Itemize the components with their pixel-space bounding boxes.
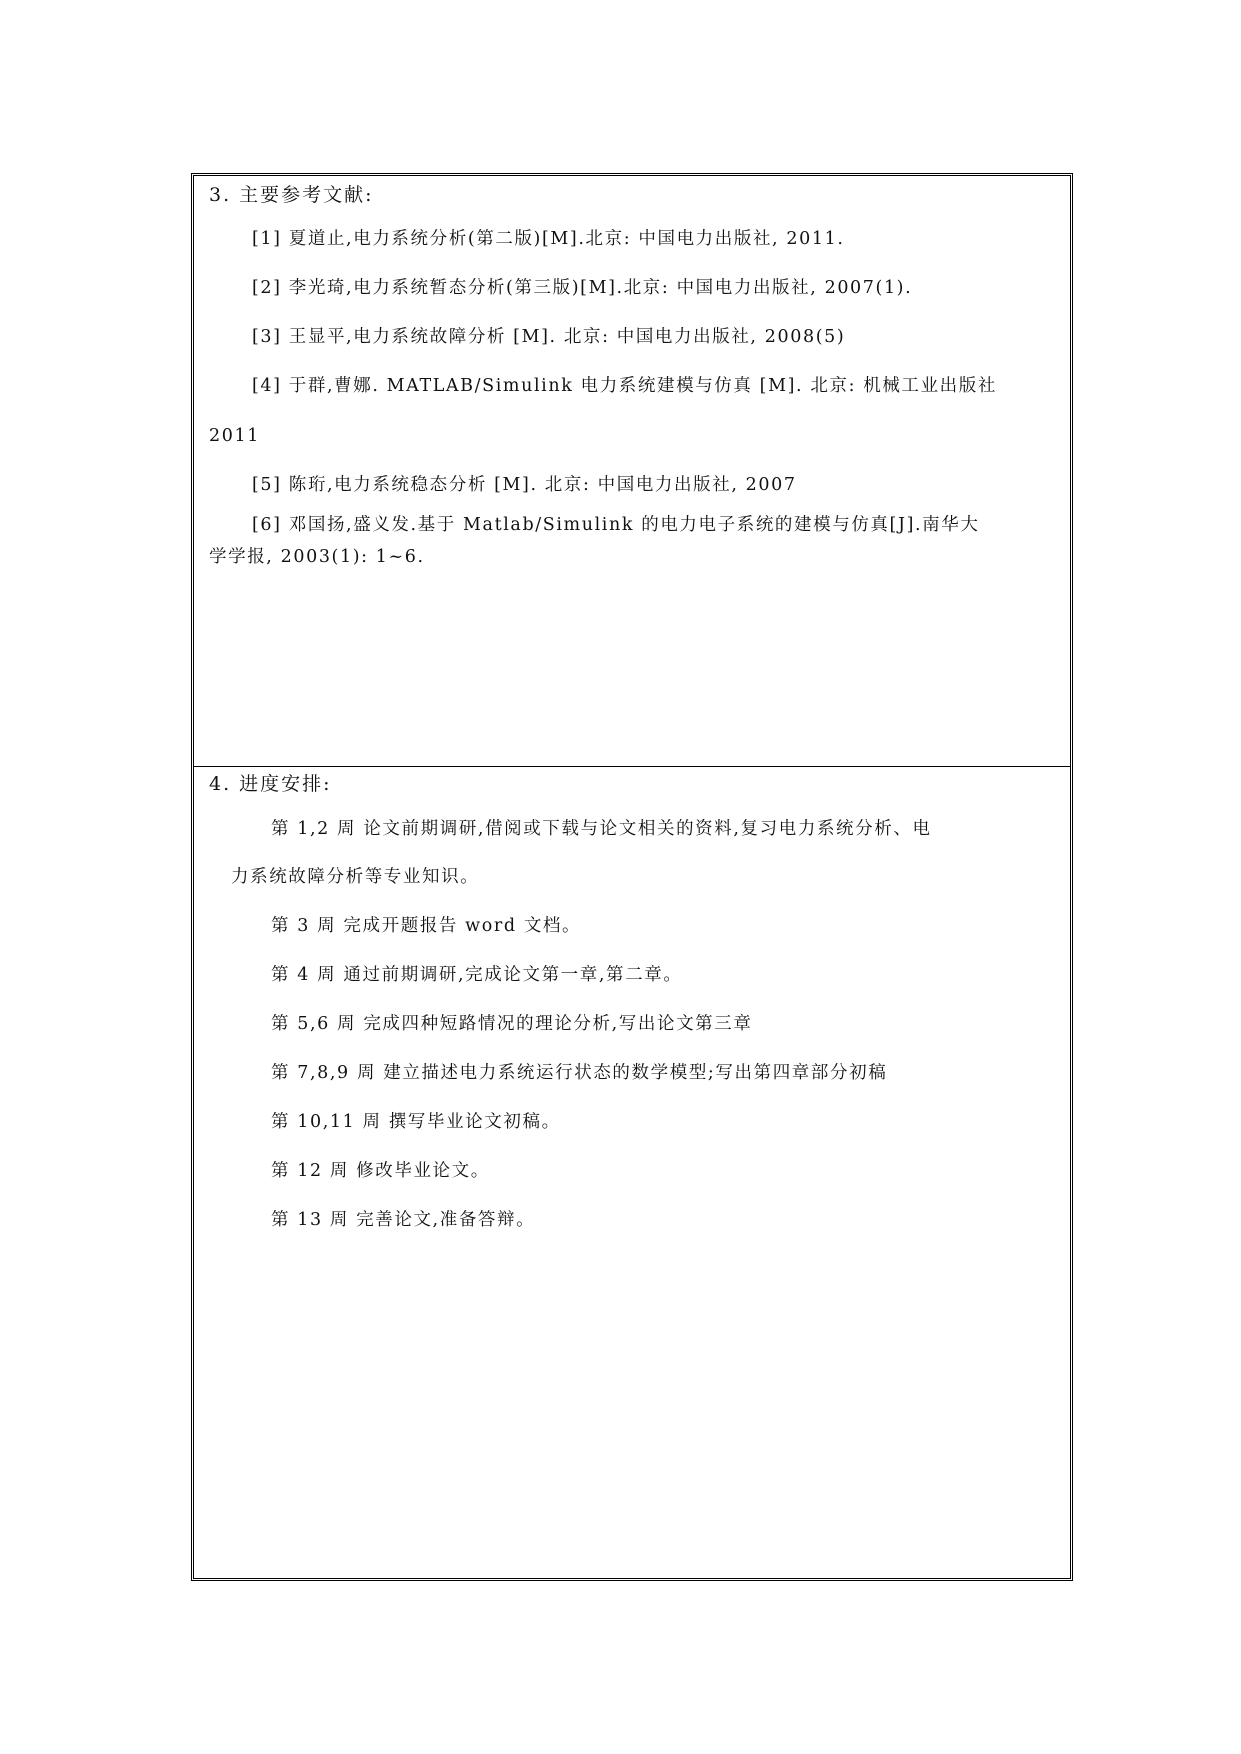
- references-heading: 3. 主要参考文献:: [209, 184, 374, 206]
- reference-item-1: [1] 夏道止,电力系统分析(第二版)[M].北京: 中国电力出版社, 2011.: [252, 229, 845, 249]
- schedule-section: [194, 767, 1070, 1578]
- reference-item-4: [4] 于群,曹娜. MATLAB/Simulink 电力系统建模与仿真 [M]. 北京: 机械工业出版社: [252, 376, 997, 396]
- schedule-item-week-12: 第 12 周 修改毕业论文。: [271, 1161, 490, 1181]
- schedule-item-week-10-11: 第 10,11 周 撰写毕业论文初稿。: [271, 1112, 561, 1132]
- form-table: [191, 173, 1073, 1581]
- schedule-heading: 4. 进度安排:: [209, 773, 332, 795]
- schedule-item-week-4: 第 4 周 通过前期调研,完成论文第一章,第二章。: [271, 965, 683, 985]
- reference-item-6: [6] 邓国扬,盛义发.基于 Matlab/Simulink 的电力电子系统的建模与仿真[J].南华大: [252, 515, 980, 535]
- references-section: [194, 176, 1070, 767]
- schedule-item-week-13: 第 13 周 完善论文,准备答辩。: [271, 1210, 536, 1230]
- reference-item-5: [5] 陈珩,电力系统稳态分析 [M]. 北京: 中国电力出版社, 2007: [252, 475, 797, 495]
- reference-item-4-continuation: 2011: [209, 426, 260, 446]
- reference-item-2: [2] 李光琦,电力系统暂态分析(第三版)[M].北京: 中国电力出版社, 2007(1).: [252, 278, 913, 298]
- schedule-item-week-1-2: 第 1,2 周 论文前期调研,借阅或下载与论文相关的资料,复习电力系统分析、电: [271, 819, 932, 839]
- reference-item-3: [3] 王显平,电力系统故障分析 [M]. 北京: 中国电力出版社, 2008(5): [252, 327, 846, 347]
- schedule-item-week-7-9: 第 7,8,9 周 建立描述电力系统运行状态的数学模型;写出第四章部分初稿: [271, 1063, 888, 1083]
- reference-item-6-continuation: 学学报, 2003(1): 1~6.: [209, 547, 425, 567]
- schedule-item-week-3: 第 3 周 完成开题报告 word 文档。: [271, 916, 582, 936]
- schedule-item-week-5-6: 第 5,6 周 完成四种短路情况的理论分析,写出论文第三章: [271, 1014, 753, 1034]
- schedule-item-week-1-2-continuation: 力系统故障分析等专业知识。: [231, 867, 480, 887]
